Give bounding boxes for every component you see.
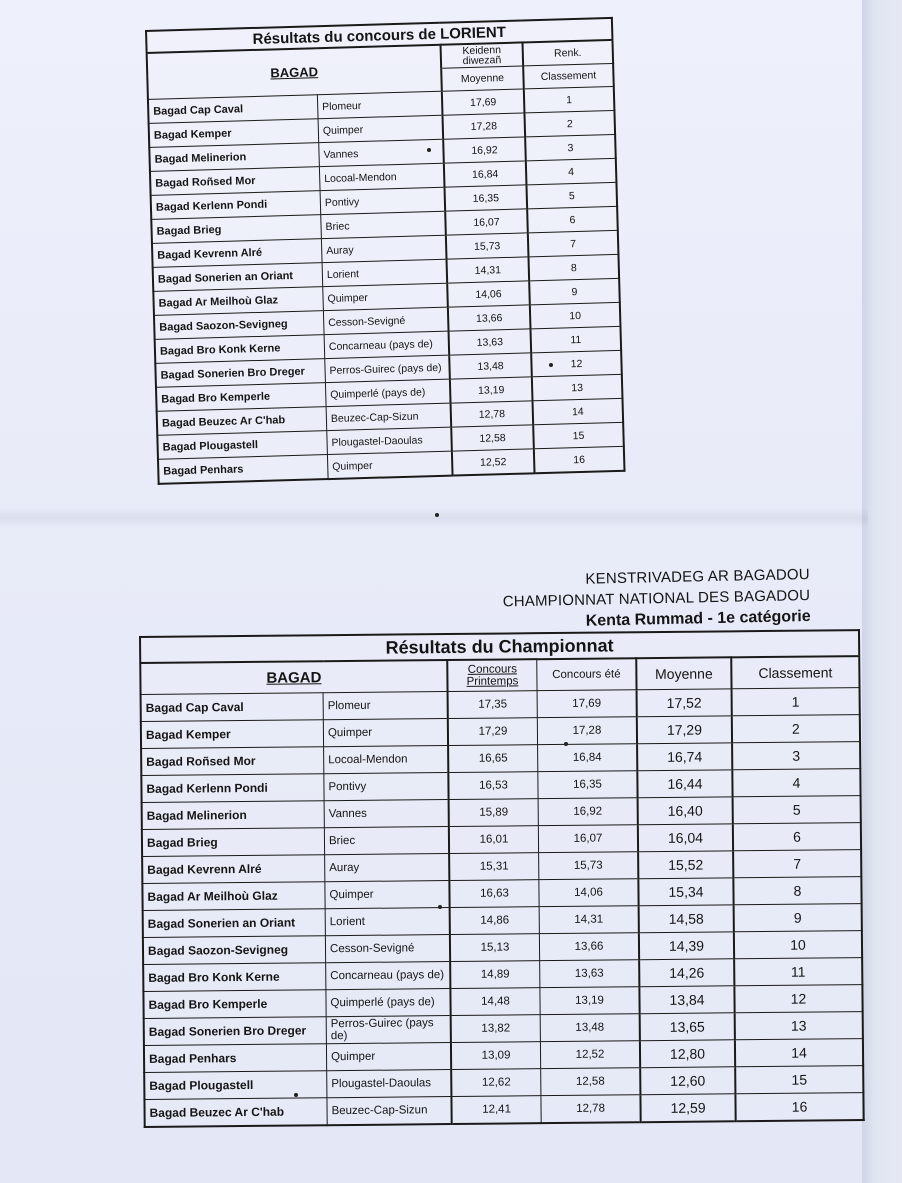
ete-cell: 12,58 [541,1068,641,1096]
printemps-cell: 12,41 [451,1096,541,1124]
moyenne-cell: 14,31 [447,257,530,283]
bagad-name-cell: Bagad Penhars [158,455,328,484]
city-cell: Beuzec-Cap-Sizun [327,1097,452,1126]
ete-cell: 16,35 [538,771,638,799]
city-cell: Plougastel-Daoulas [327,427,452,454]
printemps-cell: 15,89 [449,799,539,827]
bagad-name-cell: Bagad Kerlenn Pondi [151,191,321,220]
moyenne-cell: 17,28 [442,113,525,139]
classement-cell: 16 [735,1093,863,1122]
moyenne-cell: 13,48 [449,353,532,379]
heading-french: CHAMPIONNAT NATIONAL DES BAGADOU [502,586,811,611]
ink-speck [549,363,553,367]
bagad-name-cell: Bagad Kemper [149,119,319,148]
city-cell: Auray [325,854,450,882]
city-cell: Beuzec-Cap-Sizun [326,403,451,430]
moyenne-cell: 14,58 [639,905,734,933]
printemps-cell: 14,48 [450,988,540,1016]
rank-cell: 15 [533,422,624,449]
bagad-name-cell: Bagad Ar Meilhoù Glaz [153,287,323,316]
city-cell: Plougastel-Daoulas [327,1070,452,1098]
ink-speck [427,148,431,152]
heading-category: Kenta Rummad - 1e catégorie [586,607,812,630]
rank-cell: 4 [526,158,617,185]
classement-cell: 12 [734,985,862,1013]
championnat-table-body [141,688,864,1127]
moyenne-cell: 16,04 [638,824,733,852]
lorient-header-bagad: BAGAD [147,45,442,100]
lorient-header-keidenn: Keidenn diwezañ [441,42,524,68]
moyenne-cell: 14,26 [639,959,734,987]
bagad-name-cell: Bagad Sonerien Bro Dreger [144,1017,327,1046]
city-cell: Briec [324,827,449,855]
ete-cell: 13,63 [540,960,640,988]
classement-cell: 6 [733,823,861,851]
ink-speck [438,905,442,909]
printemps-cell: 15,13 [450,934,540,962]
moyenne-cell: 12,80 [640,1040,735,1068]
bagad-name-cell: Bagad Kevrenn Alré [152,239,322,268]
rank-cell: 6 [527,206,618,233]
ete-cell: 13,66 [539,933,639,961]
bagad-name-cell: Bagad Sonerien Bro Dreger [155,359,325,388]
moyenne-cell: 15,52 [638,851,733,879]
bagad-name-cell: Bagad Kerlenn Pondi [141,774,324,803]
city-cell: Quimper [327,451,452,479]
printemps-cell: 16,65 [448,745,538,773]
ink-speck [564,742,568,746]
lorient-table-body [148,86,625,483]
championnat-header-printemps: Concours Printemps [447,659,537,691]
city-cell: Locoal-Mendon [324,746,449,774]
championnat-header-classement: Classement [731,656,859,689]
ete-cell: 17,28 [537,717,637,745]
bagad-name-cell: Bagad Sonerien an Oriant [153,263,323,292]
lorient-header-classement: Classement [523,63,614,89]
bagad-name-cell: Bagad Penhars [144,1044,327,1073]
rank-cell: 13 [532,374,623,401]
city-cell: Quimper [318,115,443,142]
moyenne-cell: 13,84 [639,986,734,1014]
bagad-name-cell: Bagad Brieg [142,828,325,857]
bagad-name-cell: Bagad Roñsed Mor [150,167,320,196]
bagad-name-cell: Bagad Saozon-Sevigneg [143,936,326,965]
city-cell: Briec [321,211,446,238]
lorient-header-moyenne: Moyenne [441,66,524,91]
city-cell: Quimper [326,1043,451,1071]
printemps-cell: 15,31 [449,853,539,881]
ete-cell: 13,48 [540,1014,640,1042]
city-cell: Quimperlé (pays de) [326,989,451,1017]
city-cell: Concarneau (pays de) [326,962,451,990]
moyenne-cell: 16,07 [445,209,528,235]
bagad-name-cell: Bagad Bro Kemperle [156,383,326,412]
championnat-heading [503,564,812,634]
bagad-name-cell: Bagad Beuzec Ar C'hab [157,407,327,436]
bagad-name-cell: Bagad Cap Caval [141,693,324,722]
city-cell: Cesson-Sevigné [325,935,450,963]
bagad-name-cell: Bagad Brieg [151,215,321,244]
moyenne-cell: 16,35 [445,185,528,211]
moyenne-cell: 14,39 [639,932,734,960]
city-cell: Perros-Guirec (pays de) [326,1016,451,1044]
paper-fold [0,508,868,528]
classement-cell: 3 [732,742,860,770]
lorient-results-table [145,17,626,485]
classement-cell: 13 [735,1012,863,1040]
printemps-cell: 16,63 [449,880,539,908]
heading-breton: KENSTRIVADEG AR BAGADOU [585,565,811,588]
moyenne-cell: 16,74 [637,743,732,771]
moyenne-cell: 16,40 [638,797,733,825]
city-cell: Quimperlé (pays de) [325,379,450,406]
moyenne-cell: 14,06 [447,281,530,307]
printemps-cell: 14,89 [450,961,540,989]
ete-cell: 13,19 [540,987,640,1015]
city-cell: Pontivy [324,773,449,801]
classement-cell: 8 [733,877,861,905]
ete-cell: 17,69 [537,690,637,718]
moyenne-cell: 13,66 [448,305,531,331]
moyenne-cell: 17,29 [637,716,732,744]
bagad-name-cell: Bagad Bro Konk Kerne [155,335,325,364]
ete-cell: 12,52 [540,1041,640,1069]
championnat-results-table [139,629,865,1128]
championnat-table-title: Résultats du Championnat [140,630,859,663]
ete-cell: 16,84 [538,744,638,772]
bagad-name-cell: Bagad Plougastell [144,1071,327,1100]
ete-cell: 12,78 [541,1095,641,1123]
lorient-header-renk: Renk. [522,40,613,66]
city-cell: Concarneau (pays de) [324,331,449,358]
ink-speck [294,1093,298,1097]
rank-cell: 12 [531,350,622,377]
rank-cell: 10 [530,302,621,329]
classement-cell: 5 [733,796,861,824]
bagad-name-cell: Bagad Kemper [141,720,324,749]
printemps-cell: 12,62 [451,1069,541,1097]
bagad-name-cell: Bagad Kevrenn Alré [142,855,325,884]
bagad-name-cell: Bagad Beuzec Ar C'hab [144,1098,327,1127]
moyenne-cell: 13,63 [449,329,532,355]
city-cell: Plomeur [323,692,448,720]
rank-cell: 14 [533,398,624,425]
city-cell: Cesson-Sevigné [323,307,448,334]
bagad-name-cell: Bagad Saozon-Sevigneg [154,311,324,340]
classement-cell: 7 [733,850,861,878]
bagad-name-cell: Bagad Plougastell [157,431,327,460]
rank-cell: 5 [526,182,617,209]
table-row [144,1093,863,1127]
ete-cell: 16,92 [538,798,638,826]
city-cell: Vannes [324,800,449,828]
paper-edge [862,0,902,1183]
moyenne-cell: 16,92 [443,137,526,163]
moyenne-cell: 13,19 [450,377,533,403]
printemps-cell: 13,82 [451,1015,541,1043]
bagad-name-cell: Bagad Bro Konk Kerne [143,963,326,992]
city-cell: Lorient [322,259,447,286]
rank-cell: 1 [524,86,615,113]
classement-cell: 2 [732,715,860,743]
classement-cell: 1 [732,688,860,716]
city-cell: Quimper [325,881,450,909]
ete-cell: 15,73 [539,852,639,880]
printemps-cell: 17,35 [448,691,538,719]
ete-cell: 14,06 [539,879,639,907]
city-cell: Auray [321,235,446,262]
classement-cell: 15 [735,1066,863,1094]
bagad-name-cell: Bagad Sonerien an Oriant [143,909,326,938]
moyenne-cell: 16,84 [444,161,527,187]
moyenne-cell: 15,73 [446,233,529,259]
city-cell: Vannes [319,139,444,166]
classement-cell: 11 [734,958,862,986]
rank-cell: 11 [530,326,621,353]
championnat-header-ete: Concours été [537,658,637,690]
moyenne-cell: 12,59 [640,1094,735,1122]
rank-cell: 7 [528,230,619,257]
moyenne-cell: 13,65 [640,1013,735,1041]
rank-cell: 9 [529,278,620,305]
lorient-table-title: Résultats du concours de LORIENT [146,18,612,53]
ete-cell: 14,31 [539,906,639,934]
bagad-name-cell: Bagad Roñsed Mor [141,747,324,776]
classement-cell: 9 [734,904,862,932]
moyenne-cell: 15,34 [638,878,733,906]
rank-cell: 3 [525,134,616,161]
moyenne-cell: 16,44 [637,770,732,798]
ete-cell: 16,07 [538,825,638,853]
city-cell: Plomeur [317,91,442,118]
championnat-header-moyenne: Moyenne [636,657,731,689]
rank-cell: 8 [528,254,619,281]
moyenne-cell: 12,58 [451,425,534,451]
city-cell: Locoal-Mendon [319,163,444,190]
championnat-header-bagad: BAGAD [140,660,447,694]
city-cell: Lorient [325,908,450,936]
moyenne-cell: 17,69 [442,89,525,115]
ink-speck [435,513,439,517]
bagad-name-cell: Bagad Melinerion [142,801,325,830]
printemps-cell: 17,29 [448,718,538,746]
moyenne-cell: 12,52 [452,449,535,476]
moyenne-cell: 12,78 [451,401,534,427]
bagad-name-cell: Bagad Melinerion [149,143,319,172]
rank-cell: 16 [534,446,625,473]
bagad-name-cell: Bagad Bro Kemperle [143,990,326,1019]
classement-cell: 10 [734,931,862,959]
city-cell: Quimper [323,719,448,747]
city-cell: Perros-Guirec (pays de) [325,355,450,382]
classement-cell: 14 [735,1039,863,1067]
city-cell: Pontivy [320,187,445,214]
moyenne-cell: 17,52 [637,689,732,717]
classement-cell: 4 [732,769,860,797]
printemps-cell: 13,09 [451,1042,541,1070]
printemps-cell: 16,01 [449,826,539,854]
printemps-cell: 14,86 [450,907,540,935]
moyenne-cell: 12,60 [640,1067,735,1095]
bagad-name-cell: Bagad Ar Meilhoù Glaz [142,882,325,911]
city-cell: Quimper [323,283,448,310]
rank-cell: 2 [524,110,615,137]
printemps-cell: 16,53 [448,772,538,800]
bagad-name-cell: Bagad Cap Caval [148,95,318,124]
